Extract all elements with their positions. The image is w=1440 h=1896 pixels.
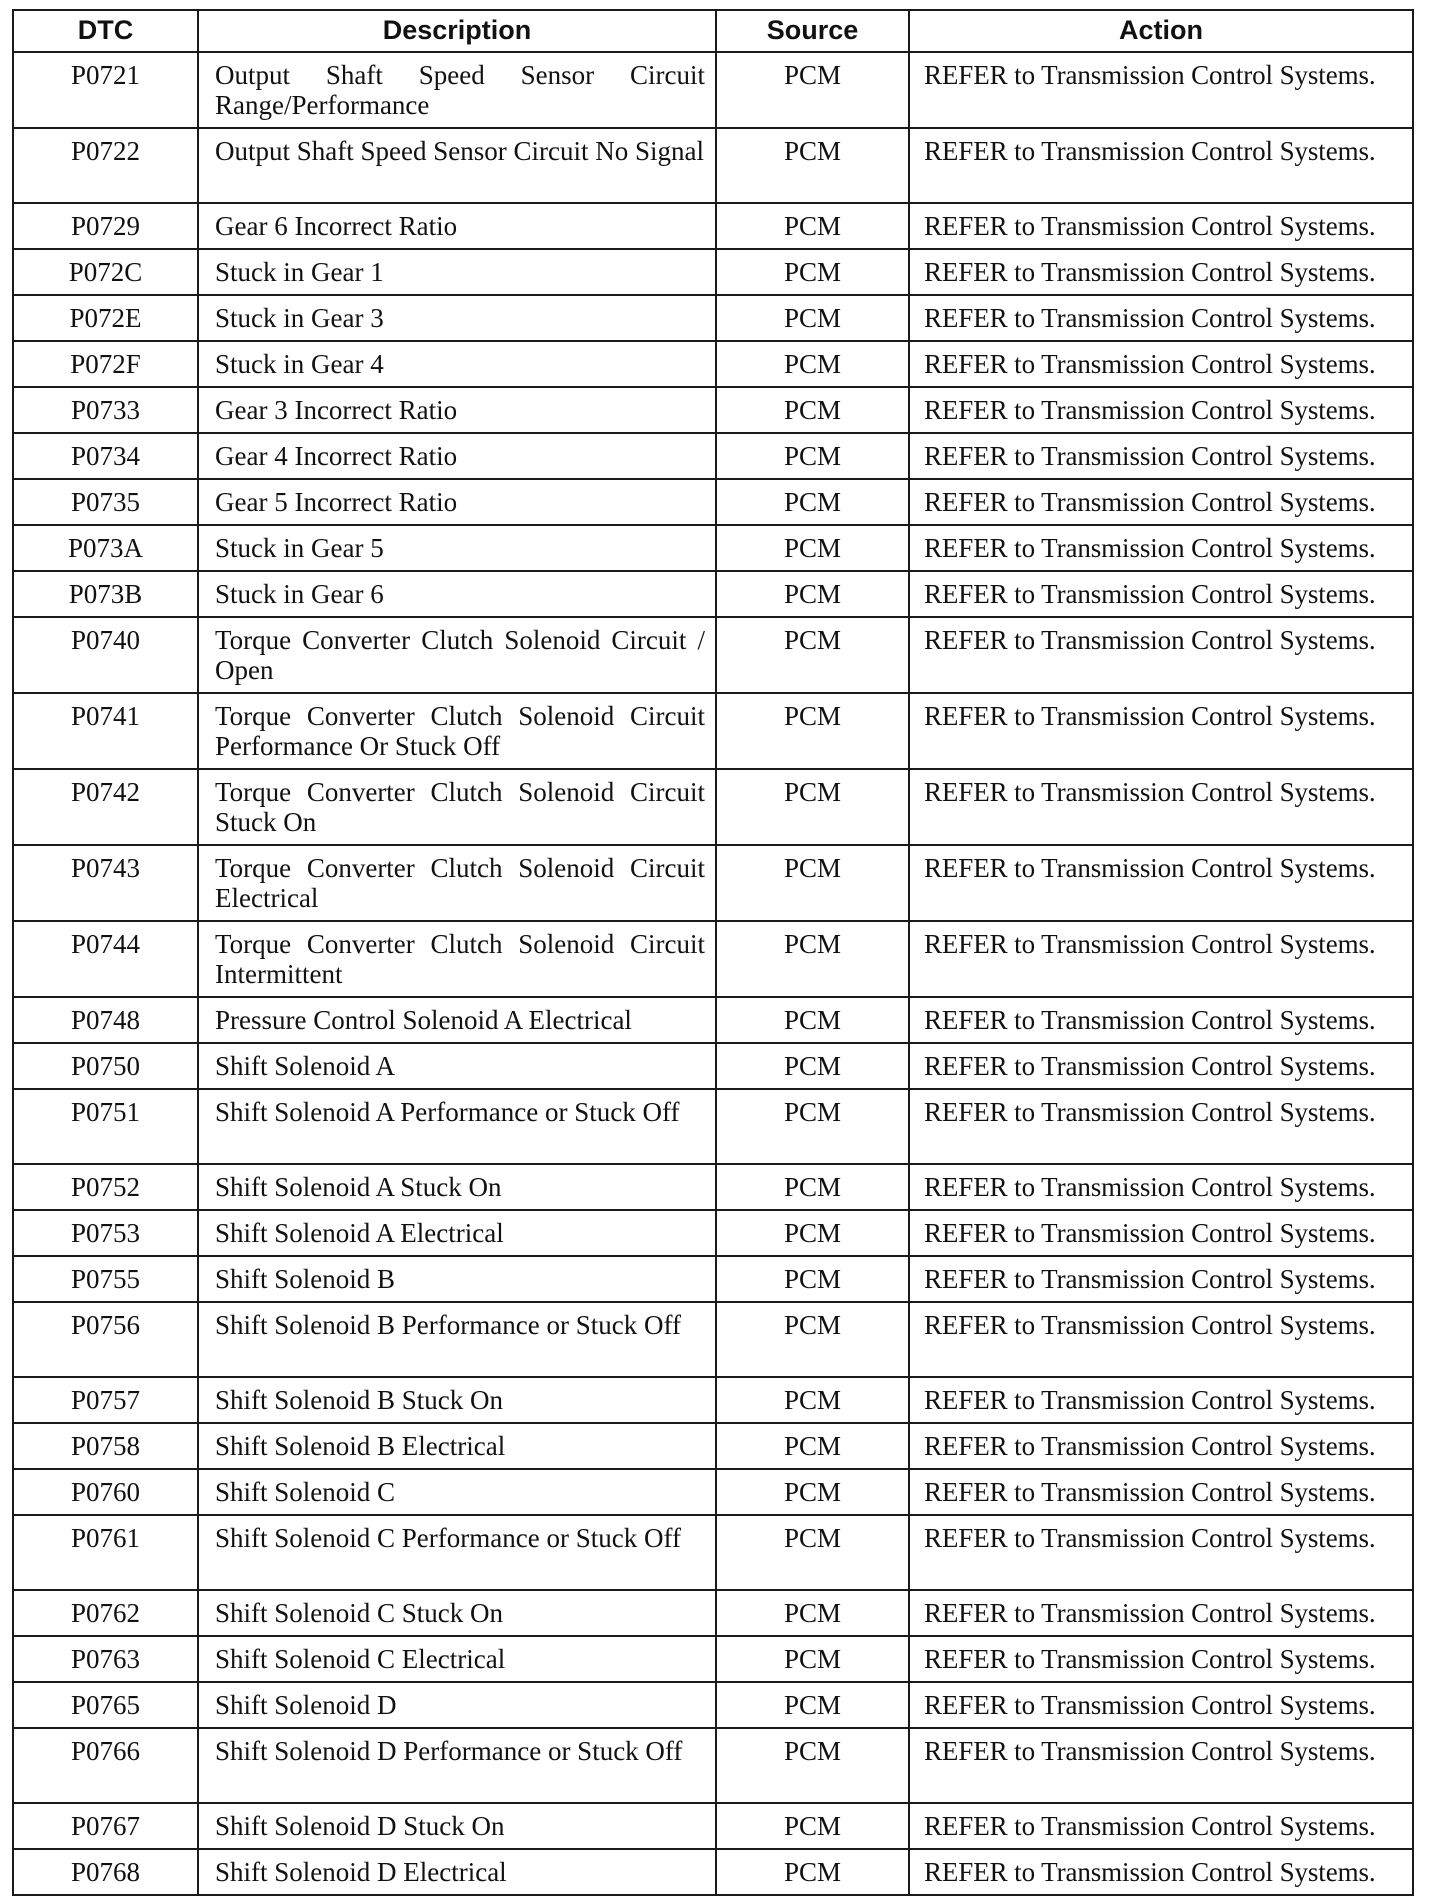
- dtc-description: Torque Converter Clutch Solenoid Circuit Stuck On: [198, 769, 716, 845]
- dtc-code: P0729: [13, 203, 198, 249]
- dtc-source: PCM: [716, 617, 909, 693]
- dtc-source: PCM: [716, 921, 909, 997]
- dtc-source: PCM: [716, 1803, 909, 1849]
- dtc-action: REFER to Transmission Control Systems.: [909, 1043, 1413, 1089]
- dtc-description: Shift Solenoid C Performance or Stuck Off: [198, 1515, 716, 1590]
- header-dtc: DTC: [13, 10, 198, 52]
- dtc-description: Torque Converter Clutch Solenoid Circuit / Open: [198, 617, 716, 693]
- table-row: [13, 479, 1413, 525]
- header-source: Source: [716, 10, 909, 52]
- header-action: Action: [909, 10, 1413, 52]
- dtc-description: Stuck in Gear 1: [198, 249, 716, 295]
- dtc-action: REFER to Transmission Control Systems.: [909, 525, 1413, 571]
- table-row: [13, 845, 1413, 921]
- dtc-code: P0768: [13, 1849, 198, 1895]
- dtc-description: Gear 4 Incorrect Ratio: [198, 433, 716, 479]
- dtc-description: Output Shaft Speed Sensor Circuit Range/Performance: [198, 52, 716, 128]
- dtc-code: P0752: [13, 1164, 198, 1210]
- dtc-source: PCM: [716, 1590, 909, 1636]
- dtc-source: PCM: [716, 1636, 909, 1682]
- table-row: [13, 769, 1413, 845]
- dtc-source: PCM: [716, 433, 909, 479]
- dtc-description: Torque Converter Clutch Solenoid Circuit Performance Or Stuck Off: [198, 693, 716, 769]
- dtc-code: P0751: [13, 1089, 198, 1164]
- dtc-code: P0758: [13, 1423, 198, 1469]
- dtc-description: Shift Solenoid D Electrical: [198, 1849, 716, 1895]
- dtc-code: P0761: [13, 1515, 198, 1590]
- dtc-description: Shift Solenoid A Electrical: [198, 1210, 716, 1256]
- table-row: [13, 52, 1413, 128]
- dtc-source: PCM: [716, 387, 909, 433]
- dtc-description: Shift Solenoid D: [198, 1682, 716, 1728]
- dtc-code: P0755: [13, 1256, 198, 1302]
- dtc-action: REFER to Transmission Control Systems.: [909, 1210, 1413, 1256]
- dtc-description: Stuck in Gear 6: [198, 571, 716, 617]
- dtc-code: P073A: [13, 525, 198, 571]
- dtc-source: PCM: [716, 1256, 909, 1302]
- dtc-source: PCM: [716, 845, 909, 921]
- dtc-source: PCM: [716, 479, 909, 525]
- dtc-action: REFER to Transmission Control Systems.: [909, 387, 1413, 433]
- dtc-action: REFER to Transmission Control Systems.: [909, 1423, 1413, 1469]
- dtc-code: P0750: [13, 1043, 198, 1089]
- table-row: [13, 1043, 1413, 1089]
- table-header-row: [13, 10, 1413, 52]
- dtc-source: PCM: [716, 571, 909, 617]
- dtc-source: PCM: [716, 1164, 909, 1210]
- dtc-source: PCM: [716, 203, 909, 249]
- dtc-action: REFER to Transmission Control Systems.: [909, 1728, 1413, 1803]
- dtc-action: REFER to Transmission Control Systems.: [909, 1089, 1413, 1164]
- dtc-action: REFER to Transmission Control Systems.: [909, 1469, 1413, 1515]
- dtc-source: PCM: [716, 693, 909, 769]
- dtc-source: PCM: [716, 295, 909, 341]
- table-row: [13, 525, 1413, 571]
- dtc-action: REFER to Transmission Control Systems.: [909, 997, 1413, 1043]
- dtc-source: PCM: [716, 128, 909, 203]
- table-row: [13, 1636, 1413, 1682]
- dtc-source: PCM: [716, 1210, 909, 1256]
- dtc-source: PCM: [716, 769, 909, 845]
- dtc-description: Shift Solenoid C Electrical: [198, 1636, 716, 1682]
- dtc-action: REFER to Transmission Control Systems.: [909, 769, 1413, 845]
- dtc-action: REFER to Transmission Control Systems.: [909, 479, 1413, 525]
- dtc-source: PCM: [716, 1302, 909, 1377]
- dtc-description: Shift Solenoid B Performance or Stuck Off: [198, 1302, 716, 1377]
- dtc-table: [12, 9, 1414, 1896]
- dtc-action: REFER to Transmission Control Systems.: [909, 845, 1413, 921]
- table-row: [13, 203, 1413, 249]
- dtc-description: Shift Solenoid C Stuck On: [198, 1590, 716, 1636]
- dtc-code: P0753: [13, 1210, 198, 1256]
- dtc-code: P0744: [13, 921, 198, 997]
- dtc-action: REFER to Transmission Control Systems.: [909, 52, 1413, 128]
- dtc-action: REFER to Transmission Control Systems.: [909, 1636, 1413, 1682]
- table-row: [13, 1302, 1413, 1377]
- dtc-description: Shift Solenoid B: [198, 1256, 716, 1302]
- dtc-action: REFER to Transmission Control Systems.: [909, 1302, 1413, 1377]
- dtc-source: PCM: [716, 1728, 909, 1803]
- dtc-description: Shift Solenoid A Performance or Stuck Off: [198, 1089, 716, 1164]
- table-row: [13, 693, 1413, 769]
- dtc-action: REFER to Transmission Control Systems.: [909, 1515, 1413, 1590]
- dtc-description: Shift Solenoid D Stuck On: [198, 1803, 716, 1849]
- dtc-description: Stuck in Gear 4: [198, 341, 716, 387]
- dtc-action: REFER to Transmission Control Systems.: [909, 249, 1413, 295]
- dtc-code: P072E: [13, 295, 198, 341]
- dtc-action: REFER to Transmission Control Systems.: [909, 1164, 1413, 1210]
- dtc-code: P0722: [13, 128, 198, 203]
- dtc-source: PCM: [716, 1089, 909, 1164]
- dtc-source: PCM: [716, 1043, 909, 1089]
- dtc-description: Stuck in Gear 3: [198, 295, 716, 341]
- dtc-source: PCM: [716, 997, 909, 1043]
- dtc-action: REFER to Transmission Control Systems.: [909, 433, 1413, 479]
- dtc-action: REFER to Transmission Control Systems.: [909, 128, 1413, 203]
- dtc-action: REFER to Transmission Control Systems.: [909, 341, 1413, 387]
- dtc-description: Gear 3 Incorrect Ratio: [198, 387, 716, 433]
- dtc-code: P0756: [13, 1302, 198, 1377]
- dtc-source: PCM: [716, 52, 909, 128]
- table-row: [13, 1590, 1413, 1636]
- table-row: [13, 1423, 1413, 1469]
- dtc-action: REFER to Transmission Control Systems.: [909, 921, 1413, 997]
- dtc-action: REFER to Transmission Control Systems.: [909, 1377, 1413, 1423]
- dtc-code: P0735: [13, 479, 198, 525]
- dtc-description: Output Shaft Speed Sensor Circuit No Signal: [198, 128, 716, 203]
- dtc-code: P0766: [13, 1728, 198, 1803]
- dtc-description: Torque Converter Clutch Solenoid Circuit Intermittent: [198, 921, 716, 997]
- dtc-action: REFER to Transmission Control Systems.: [909, 295, 1413, 341]
- dtc-code: P0741: [13, 693, 198, 769]
- dtc-action: REFER to Transmission Control Systems.: [909, 1256, 1413, 1302]
- table-row: [13, 1803, 1413, 1849]
- table-row: [13, 1256, 1413, 1302]
- dtc-code: P0733: [13, 387, 198, 433]
- table-row: [13, 617, 1413, 693]
- dtc-description: Shift Solenoid A: [198, 1043, 716, 1089]
- dtc-description: Stuck in Gear 5: [198, 525, 716, 571]
- dtc-description: Pressure Control Solenoid A Electrical: [198, 997, 716, 1043]
- dtc-code: P0763: [13, 1636, 198, 1682]
- dtc-action: REFER to Transmission Control Systems.: [909, 693, 1413, 769]
- table-row: [13, 341, 1413, 387]
- dtc-description: Gear 5 Incorrect Ratio: [198, 479, 716, 525]
- dtc-code: P0743: [13, 845, 198, 921]
- table-row: [13, 1469, 1413, 1515]
- table-body: [13, 52, 1413, 1895]
- table-row: [13, 921, 1413, 997]
- table-row: [13, 295, 1413, 341]
- table-row: [13, 571, 1413, 617]
- dtc-code: P073B: [13, 571, 198, 617]
- dtc-description: Shift Solenoid D Performance or Stuck Off: [198, 1728, 716, 1803]
- table-row: [13, 1515, 1413, 1590]
- table-row: [13, 1682, 1413, 1728]
- dtc-description: Torque Converter Clutch Solenoid Circuit Electrical: [198, 845, 716, 921]
- table-row: [13, 1849, 1413, 1895]
- dtc-action: REFER to Transmission Control Systems.: [909, 1590, 1413, 1636]
- dtc-code: P0734: [13, 433, 198, 479]
- dtc-action: REFER to Transmission Control Systems.: [909, 617, 1413, 693]
- dtc-action: REFER to Transmission Control Systems.: [909, 1849, 1413, 1895]
- header-description: Description: [198, 10, 716, 52]
- dtc-source: PCM: [716, 1849, 909, 1895]
- dtc-description: Shift Solenoid B Electrical: [198, 1423, 716, 1469]
- dtc-code: P0767: [13, 1803, 198, 1849]
- dtc-action: REFER to Transmission Control Systems.: [909, 571, 1413, 617]
- table-row: [13, 1210, 1413, 1256]
- table-row: [13, 997, 1413, 1043]
- dtc-source: PCM: [716, 1682, 909, 1728]
- dtc-source: PCM: [716, 1515, 909, 1590]
- table-row: [13, 1089, 1413, 1164]
- dtc-action: REFER to Transmission Control Systems.: [909, 203, 1413, 249]
- dtc-code: P0748: [13, 997, 198, 1043]
- table-row: [13, 1728, 1413, 1803]
- dtc-code: P072F: [13, 341, 198, 387]
- dtc-source: PCM: [716, 341, 909, 387]
- table-row: [13, 433, 1413, 479]
- dtc-code: P0760: [13, 1469, 198, 1515]
- table-row: [13, 387, 1413, 433]
- dtc-description: Shift Solenoid A Stuck On: [198, 1164, 716, 1210]
- dtc-code: P0762: [13, 1590, 198, 1636]
- table-row: [13, 128, 1413, 203]
- table-row: [13, 249, 1413, 295]
- dtc-code: P0765: [13, 1682, 198, 1728]
- dtc-code: P0742: [13, 769, 198, 845]
- dtc-source: PCM: [716, 525, 909, 571]
- dtc-code: P0757: [13, 1377, 198, 1423]
- dtc-source: PCM: [716, 1377, 909, 1423]
- dtc-source: PCM: [716, 249, 909, 295]
- table-row: [13, 1164, 1413, 1210]
- dtc-source: PCM: [716, 1423, 909, 1469]
- dtc-action: REFER to Transmission Control Systems.: [909, 1803, 1413, 1849]
- dtc-description: Shift Solenoid C: [198, 1469, 716, 1515]
- dtc-action: REFER to Transmission Control Systems.: [909, 1682, 1413, 1728]
- table-row: [13, 1377, 1413, 1423]
- dtc-description: Shift Solenoid B Stuck On: [198, 1377, 716, 1423]
- dtc-code: P072C: [13, 249, 198, 295]
- dtc-code: P0740: [13, 617, 198, 693]
- dtc-description: Gear 6 Incorrect Ratio: [198, 203, 716, 249]
- dtc-code: P0721: [13, 52, 198, 128]
- dtc-source: PCM: [716, 1469, 909, 1515]
